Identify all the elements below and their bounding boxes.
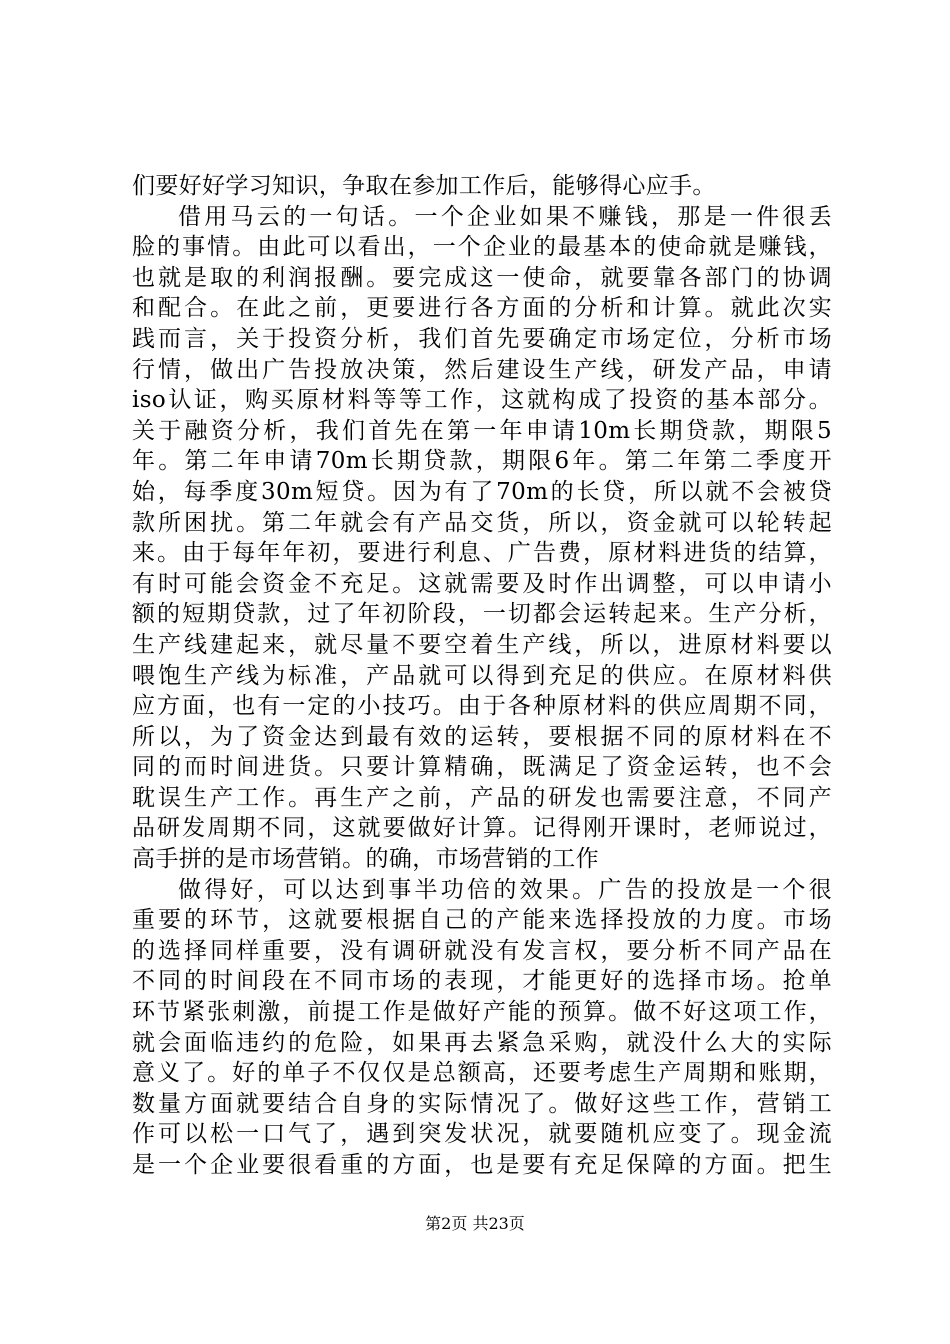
text-line: 应方面，也有一定的小技巧。由于各种原材料的供应周期不同， [132,693,832,720]
text-line: 始，每季度30m短贷。因为有了70m的长贷，所以就不会被贷 [132,478,832,505]
text-line: 和配合。在此之前，更要进行各方面的分析和计算。就此次实 [132,295,832,322]
text-line: 高手拼的是市场营销。的确，市场营销的工作 [132,846,599,873]
text-line: 是一个企业要很看重的方面，也是要有充足保障的方面。把生 [132,1152,832,1178]
text-line: 喂饱生产线为标准，产品就可以得到充足的供应。在原材料供 [132,662,832,689]
text-line: 关于融资分析，我们首先在第一年申请10m长期贷款，期限5 [132,417,832,444]
text-line: 不同的时间段在不同市场的表现，才能更好的选择市场。抢单 [132,968,832,995]
page-number-footer: 第2页 共23页 [425,1214,525,1233]
text-line: 意义了。好的单子不仅仅是总额高，还要考虑生产周期和账期， [132,1060,832,1087]
text-line: 作可以松一口气了，遇到突发状况，就要随机应变了。现金流 [132,1121,832,1148]
text-line: 款所困扰。第二年就会有产品交货，所以，资金就可以轮转起 [132,509,832,536]
text-line: 耽误生产工作。再生产之前，产品的研发也需要注意，不同产 [132,784,832,811]
text-line: 数量方面就要结合自身的实际情况了。做好这些工作，营销工 [132,1090,832,1117]
text-line: 同的而时间进货。只要计算精确，既满足了资金运转，也不会 [132,754,832,781]
text-line: 借用马云的一句话。一个企业如果不赚钱，那是一件很丢 [178,203,832,230]
text-line: 环节紧张刺激，前提工作是做好产能的预算。做不好这项工作， [132,999,832,1026]
text-line: 所以，为了资金达到最有效的运转，要根据不同的原材料在不 [132,723,832,750]
body-text [132,171,832,1181]
text-line: 生产线建起来，就尽量不要空着生产线，所以，进原材料要以 [132,631,832,658]
text-line: iso认证，购买原材料等等工作，这就构成了投资的基本部分。 [132,387,832,414]
text-line: 重要的环节，这就要根据自己的产能来选择投放的力度。市场 [132,907,832,934]
text-line: 也就是取的利润报酬。要完成这一使命，就要靠各部门的协调 [132,264,832,291]
text-line: 践而言，关于投资分析，我们首先要确定市场定位，分析市场 [132,325,832,352]
text-line: 脸的事情。由此可以看出，一个企业的最基本的使命就是赚钱， [132,234,832,261]
text-line: 额的短期贷款，过了年初阶段，一切都会运转起来。生产分析， [132,601,832,628]
text-line: 行情，做出广告投放决策，然后建设生产线，研发产品，申请 [132,356,832,383]
text-line: 就会面临违约的危险，如果再去紧急采购，就没什么大的实际 [132,1029,832,1056]
text-line: 年。第二年申请70m长期贷款，期限6年。第二年第二季度开 [132,448,832,475]
text-line: 品研发周期不同，这就要做好计算。记得刚开课时，老师说过， [132,815,832,842]
text-line: 来。由于每年年初，要进行利息、广告费，原材料进货的结算， [132,540,832,567]
text-line: 有时可能会资金不充足。这就需要及时作出调整，可以申请小 [132,570,832,597]
text-line: 们要好好学习知识，争取在参加工作后，能够得心应手。 [132,173,716,199]
text-line: 的选择同样重要，没有调研就没有发言权，要分析不同产品在 [132,937,832,964]
text-line: 做得好，可以达到事半功倍的效果。广告的投放是一个很 [178,876,832,903]
